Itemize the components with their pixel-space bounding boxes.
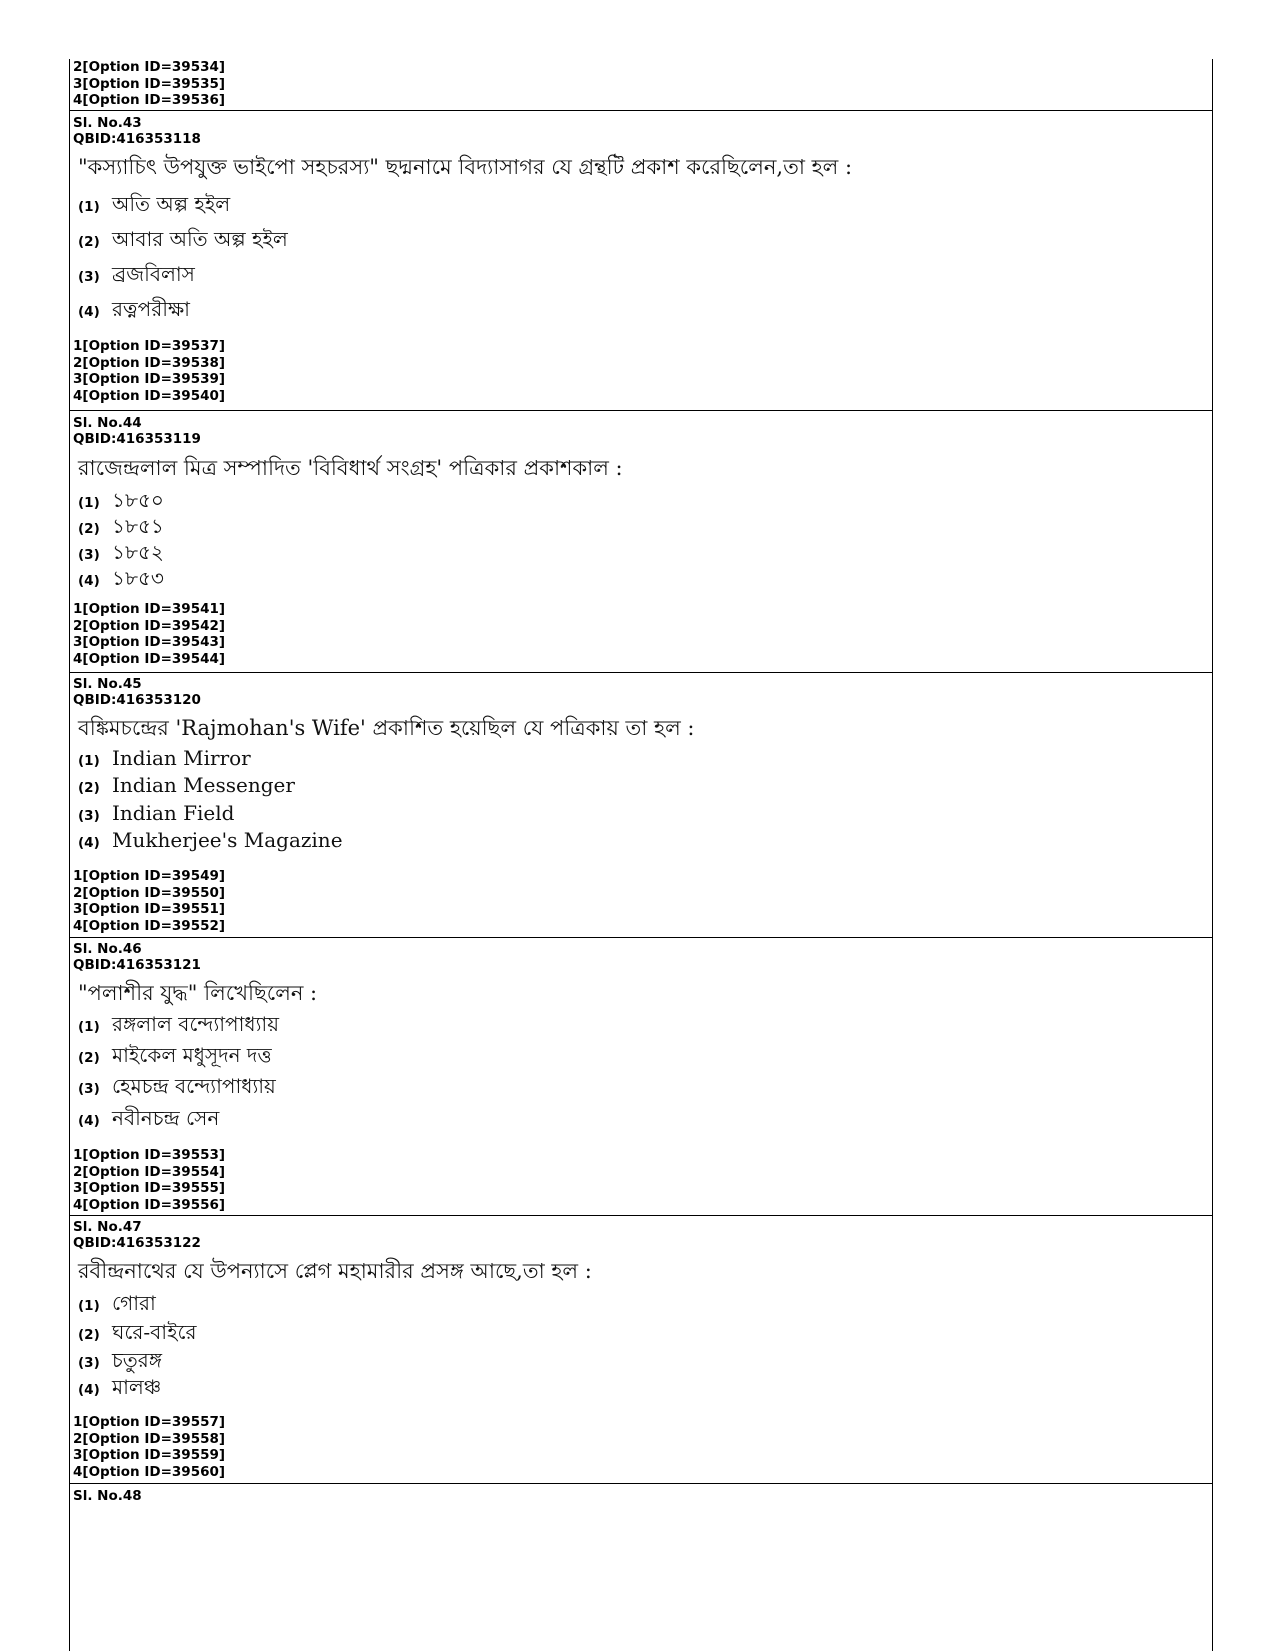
option-id: 1[Option ID=39549] [73, 868, 226, 884]
serial-number: Sl. No.44 [73, 415, 142, 431]
separator [70, 1483, 1212, 1484]
option-text: ব্রজবিলাস [112, 262, 195, 286]
option-3 [78, 260, 195, 293]
option-number: (4) [78, 573, 100, 589]
qbid: QBID:416353118 [73, 131, 201, 147]
qbid: QBID:416353120 [73, 692, 201, 708]
question-block-45 [70, 672, 1212, 937]
option-id: 2[Option ID=39538] [73, 354, 226, 371]
option-id: 4[Option ID=39540] [73, 387, 226, 404]
option-1 [78, 190, 230, 223]
option-id: 1[Option ID=39537] [73, 338, 226, 354]
option-number: (2) [78, 1050, 100, 1066]
serial-number: Sl. No.45 [73, 676, 142, 692]
option-number: (3) [78, 269, 100, 285]
option-ids [73, 868, 225, 934]
option-text: ১৮৫১ [112, 514, 164, 538]
option-number: (4) [78, 835, 100, 851]
option-id: 2[Option ID=39558] [73, 1430, 226, 1447]
option-4 [78, 564, 164, 597]
serial-number: Sl. No.43 [73, 115, 142, 131]
option-number: (1) [78, 199, 100, 215]
serial-number: Sl. No.47 [73, 1219, 142, 1235]
option-id: 1[Option ID=39541] [73, 601, 226, 617]
option-text: আবার অতি অল্প হইল [112, 227, 288, 251]
question-text: বঙ্কিমচন্দ্রের 'Rajmohan's Wife' প্রকাশিত হয়েছিল যে পত্রিকায় তা হল : [78, 716, 695, 740]
option-id: 1[Option ID=39553] [73, 1147, 226, 1163]
option-2 [78, 1041, 272, 1074]
option-id: 3[Option ID=39551] [73, 901, 226, 918]
question-text: রাজেন্দ্রলাল মিত্র সম্পাদিত 'বিবিধার্থ সংগ্রহ' পত্রিকার প্রকাশকাল : [78, 456, 623, 480]
option-ids [73, 338, 225, 404]
option-ids [73, 1147, 225, 1213]
option-number: (1) [78, 753, 100, 769]
option-text: Indian Field [112, 801, 235, 825]
option-4 [78, 1373, 161, 1406]
option-text: গোরা [112, 1291, 156, 1315]
option-id: 2[Option ID=39550] [73, 884, 226, 901]
option-number: (2) [78, 234, 100, 250]
qbid: QBID:416353122 [73, 1235, 201, 1251]
question-block-46 [70, 937, 1212, 1215]
option-text: রত্নপরীক্ষা [112, 297, 190, 321]
question-text: "পলাশীর যুদ্ধ" লিখেছিলেন : [78, 981, 318, 1005]
option-text: রঙ্গলাল বন্দ্যোপাধ্যায় [112, 1012, 280, 1036]
option-number: (4) [78, 1382, 100, 1398]
option-number: (1) [78, 1019, 100, 1035]
question-text: রবীন্দ্রনাথের যে উপন্যাসে প্লেগ মহামারীর প্রসঙ্গ আছে,তা হল : [78, 1259, 592, 1283]
option-text: নবীনচন্দ্র সেন [112, 1106, 220, 1130]
option-id: 4[Option ID=39560] [73, 1463, 226, 1480]
option-ids [73, 601, 225, 667]
previous-option-ids [73, 59, 225, 109]
option-text: ১৮৫৩ [112, 566, 164, 590]
option-4 [78, 1104, 219, 1137]
option-text: Indian Mirror [112, 746, 251, 770]
option-number: (1) [78, 495, 100, 511]
option-3 [78, 801, 234, 825]
option-4 [78, 828, 343, 852]
option-ids [73, 1414, 225, 1480]
option-text: ১৮৫০ [112, 488, 164, 512]
option-number: (3) [78, 1355, 100, 1371]
option-text: অতি অল্প হইল [112, 192, 231, 216]
option-text: Indian Messenger [112, 773, 295, 797]
qbid: QBID:416353119 [73, 431, 201, 447]
option-text: ১৮৫২ [112, 540, 164, 564]
serial-number: Sl. No.46 [73, 941, 142, 957]
question-block-43 [70, 110, 1212, 410]
option-text: মাইকেল মধুসূদন দত্ত [112, 1043, 272, 1067]
question-paper-page [69, 59, 1213, 1651]
option-id: 4[Option ID=39552] [73, 917, 226, 934]
question-block-47 [70, 1215, 1212, 1483]
option-id: 2[Option ID=39542] [73, 617, 226, 634]
option-4 [78, 295, 190, 328]
option-3 [78, 1072, 276, 1105]
option-id: 1[Option ID=39557] [73, 1414, 226, 1430]
option-id: 4[Option ID=39544] [73, 650, 226, 667]
option-number: (2) [78, 521, 100, 537]
option-text: হেমচন্দ্র বন্দ্যোপাধ্যায় [112, 1074, 276, 1098]
serial-number: Sl. No.48 [73, 1488, 142, 1504]
option-1 [78, 746, 251, 770]
option-id: 3[Option ID=39539] [73, 371, 226, 388]
qbid: QBID:416353121 [73, 957, 201, 973]
option-id: 3[Option ID=39555] [73, 1180, 226, 1197]
option-number: (3) [78, 808, 100, 824]
option-text: মালঞ্চ [112, 1375, 162, 1399]
option-id: 3[Option ID=39535] [73, 75, 226, 92]
option-number: (4) [78, 304, 100, 320]
option-number: (1) [78, 1298, 100, 1314]
option-text: Mukherjee's Magazine [112, 828, 343, 852]
option-id: 2[Option ID=39534] [73, 59, 226, 75]
option-number: (3) [78, 547, 100, 563]
option-1 [78, 1010, 279, 1043]
option-2 [78, 225, 288, 258]
option-number: (2) [78, 780, 100, 796]
option-id: 4[Option ID=39536] [73, 92, 226, 109]
option-number: (2) [78, 1327, 100, 1343]
option-id: 2[Option ID=39554] [73, 1163, 226, 1180]
option-id: 4[Option ID=39556] [73, 1196, 226, 1213]
option-number: (4) [78, 1113, 100, 1129]
option-text: চতুরঙ্গ [112, 1348, 163, 1372]
option-id: 3[Option ID=39559] [73, 1447, 226, 1464]
option-number: (3) [78, 1081, 100, 1097]
question-text: "কস্যাচিৎ উপযুক্ত ভাইপো সহচরস্য" ছদ্মনামে বিদ্যাসাগর যে গ্রন্থটি প্রকাশ করেছিলেন,তা হল : [78, 155, 853, 179]
option-id: 3[Option ID=39543] [73, 634, 226, 651]
question-block-44 [70, 410, 1212, 672]
option-text: ঘরে-বাইরে [112, 1320, 197, 1344]
option-2 [78, 773, 295, 797]
